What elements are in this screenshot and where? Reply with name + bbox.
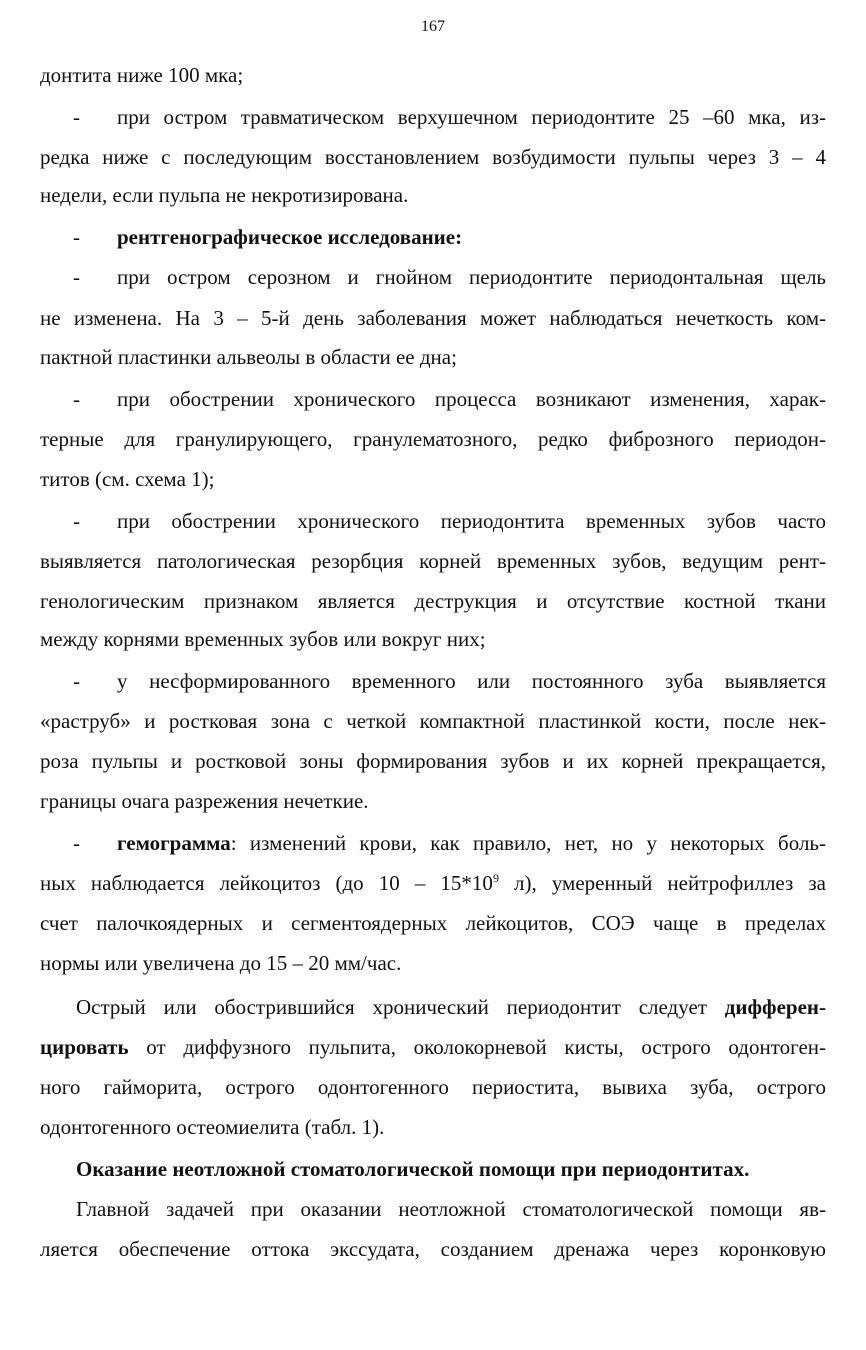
text-run: титов (см. схема 1); xyxy=(40,467,215,491)
bold-text: Оказание неотложной стоматологической помощи при периодонтитах. xyxy=(76,1157,750,1181)
text-run: между корнями временных зубов или вокруг них; xyxy=(40,627,486,651)
text-line xyxy=(40,182,826,208)
text-line xyxy=(40,626,826,652)
text-run: роза пульпы и ростковой зоны формирования зубов и их корней прекращается, xyxy=(40,749,826,773)
text-line xyxy=(76,994,826,1020)
page-number: 167 xyxy=(421,18,445,35)
superscript: 9 xyxy=(492,871,499,885)
text-run: при обострении хронического периодонтита временных зубов часто xyxy=(117,509,826,533)
text-run: редка ниже с последующим восстановлением возбудимости пульпы через 3 – 4 xyxy=(40,145,826,169)
list-dash: - xyxy=(73,831,80,855)
list-dash: - xyxy=(73,509,80,533)
text-line xyxy=(40,548,826,574)
list-dash: - xyxy=(73,669,80,693)
text-run: счет палочкоядерных и сегментоядерных лейкоцитов, СОЭ чаще в пределах xyxy=(40,911,826,935)
list-dash: - xyxy=(73,105,80,129)
text-run: одонтогенного остеомиелита (табл. 1). xyxy=(40,1115,385,1139)
text-line xyxy=(40,708,826,734)
text-line xyxy=(40,588,826,614)
list-dash: - xyxy=(73,225,80,249)
text-line xyxy=(40,950,826,976)
text-line xyxy=(40,144,826,170)
text-line xyxy=(117,264,826,290)
text-line xyxy=(40,62,826,88)
text-line xyxy=(117,830,826,856)
text-line xyxy=(40,1034,826,1060)
text-run: Главной задачей при оказании неотложной стоматологической помощи яв- xyxy=(76,1197,826,1221)
list-dash: - xyxy=(73,265,80,289)
text-run: недели, если пульпа не некротизирована. xyxy=(40,183,409,207)
text-run: выявляется патологическая резорбция корней временных зубов, ведущим рент- xyxy=(40,549,826,573)
text-run: границы очага разрежения нечеткие. xyxy=(40,789,369,813)
text-run: у несформированного временного или постоянного зуба выявляется xyxy=(117,669,826,693)
text-run: «раструб» и ростковая зона с четкой компактной пластинкой кости, после нек- xyxy=(40,709,826,733)
text-run: терные для гранулирующего, гранулематозного, редко фиброзного периодон- xyxy=(40,427,826,451)
bold-text: гемограмма xyxy=(117,831,231,855)
text-line xyxy=(117,386,826,412)
text-run: при остром серозном и гнойном периодонтите периодонтальная щель xyxy=(117,265,826,289)
text-run: л), умеренный нейтрофиллез за xyxy=(498,871,826,895)
text-run: пактной пластинки альвеолы в области ее дна; xyxy=(40,345,457,369)
text-run: Острый или обострившийся хронический периодонтит следует xyxy=(76,995,725,1019)
text-line xyxy=(117,508,826,534)
text-run: : изменений крови, как правило, нет, но у некоторых боль- xyxy=(230,831,826,855)
text-line xyxy=(40,788,826,814)
text-run: при остром травматическом верхушечном периодонтите 25 –60 мка, из- xyxy=(117,105,826,129)
text-line xyxy=(117,668,826,694)
text-line xyxy=(40,748,826,774)
text-line xyxy=(40,910,826,936)
text-run: нормы или увеличена до 15 – 20 мм/час. xyxy=(40,951,402,975)
text-line xyxy=(76,1156,826,1182)
text-run: ных наблюдается лейкоцитоз (до 10 – 15*10 xyxy=(40,871,493,895)
bold-text: цировать xyxy=(40,1035,129,1059)
text-line xyxy=(40,426,826,452)
text-line xyxy=(40,1114,826,1140)
text-line xyxy=(76,1196,826,1222)
text-line xyxy=(40,1074,826,1100)
text-line xyxy=(117,104,826,130)
text-run: ляется обеспечение оттока экссудата, созданием дренажа через коронковую xyxy=(40,1237,826,1261)
text-line xyxy=(40,870,826,896)
text-line xyxy=(40,344,826,370)
text-run: не изменена. На 3 – 5-й день заболевания может наблюдаться нечеткость ком- xyxy=(40,306,826,330)
text-run: донтита ниже 100 мка; xyxy=(40,63,244,87)
list-dash: - xyxy=(73,387,80,411)
text-run: от диффузного пульпита, околокорневой кисты, острого одонтоген- xyxy=(128,1035,826,1059)
text-run: генологическим признаком является деструкция и отсутствие костной ткани xyxy=(40,589,826,613)
text-line xyxy=(40,1236,826,1262)
text-line xyxy=(40,466,826,492)
text-line xyxy=(117,224,826,250)
text-line xyxy=(40,305,826,331)
text-run: ного гайморита, острого одонтогенного периостита, вывиха зуба, острого xyxy=(40,1075,826,1099)
bold-text: дифферен- xyxy=(724,995,826,1019)
bold-text: рентгенографическое исследование: xyxy=(117,225,463,249)
text-run: при обострении хронического процесса возникают изменения, харак- xyxy=(117,387,826,411)
